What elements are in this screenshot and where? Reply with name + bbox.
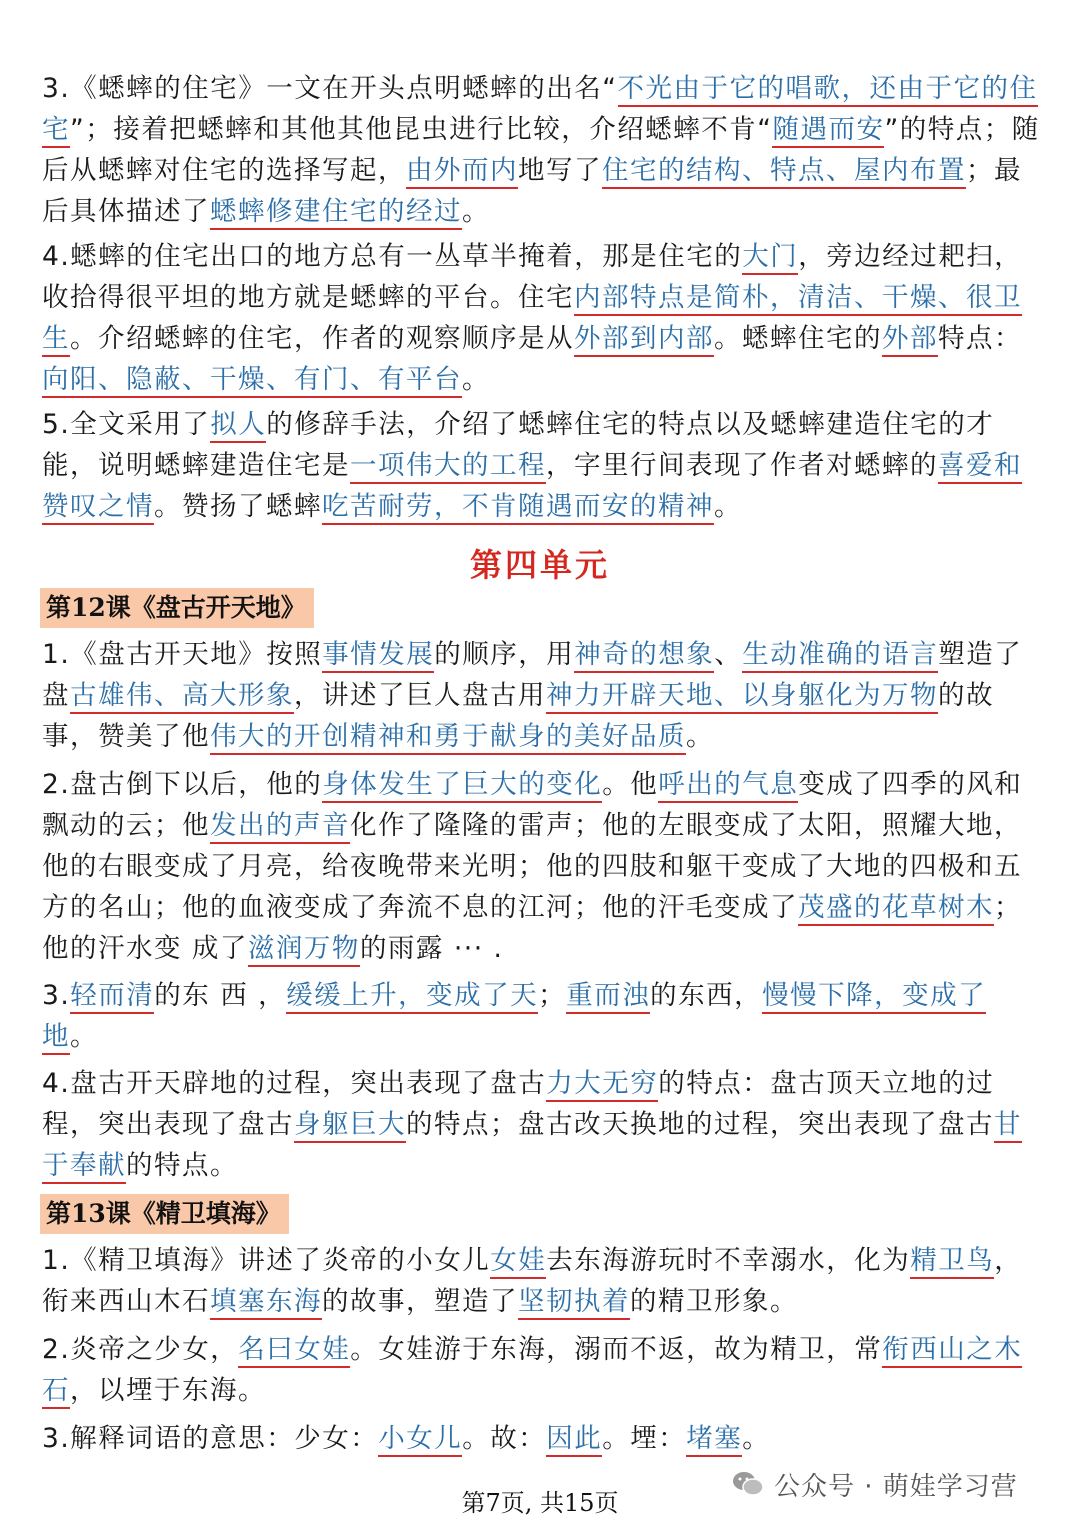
text-run: 特点： [938, 323, 1022, 354]
text-run: 。他 [602, 769, 659, 800]
text-run: 4.盘古开天辟地的过程，突出表现了盘古 [42, 1068, 547, 1099]
keyword-highlight: 不光由于它的唱歌，还由于它的住宅 [42, 73, 1038, 148]
keyword-highlight: 慢慢下降，变成了地 [42, 980, 986, 1055]
text-run: 。 [70, 1021, 98, 1052]
text-run: 。赞扬了蟋蟀 [154, 491, 322, 522]
keyword-highlight: 大门 [742, 241, 798, 275]
text-run: ，讲述了巨人盘古用 [294, 680, 546, 711]
text-run: 4.蟋蟀的住宅出口的地方总有一丛草半掩着，那是住宅的 [42, 241, 743, 272]
text-run: 。 [714, 491, 742, 522]
keyword-highlight: 填塞东海 [210, 1286, 322, 1320]
keyword-highlight: 呼出的气息 [658, 769, 798, 803]
paragraph [42, 68, 1042, 232]
keyword-highlight: 由外而内 [406, 155, 518, 189]
keyword-highlight: 拟人 [210, 409, 266, 443]
text-run: 的故事，赞美了他 [42, 680, 994, 752]
paragraph [42, 634, 1042, 757]
text-run: ，衔来西山木石 [42, 1245, 1023, 1317]
text-run: 3. [42, 980, 71, 1011]
keyword-highlight: 随遇而安 [772, 114, 884, 148]
keyword-highlight: 外部到内部 [574, 323, 714, 357]
text-run: 。 [742, 1423, 771, 1454]
keyword-highlight: 坚韧执着 [518, 1286, 630, 1320]
text-run: ，旁边经过耙扫，收拾得很平坦的地方就是蟋蟀的平台。住宅 [42, 241, 1023, 313]
page-footer: 第7页, 共15页 [461, 1489, 619, 1517]
text-run: 3.解释词语的意思：少女： [42, 1423, 379, 1454]
text-run: 的雨露 ··· . [359, 933, 504, 964]
keyword-highlight: 喜爱和赞叹之情 [42, 450, 1022, 525]
keyword-highlight: 神奇的想象 [574, 639, 714, 673]
text-run: 的特点；盘古改天换地的过程，突出表现了盘古 [406, 1109, 994, 1140]
keyword-highlight: 缓缓上升，变成了天 [286, 980, 538, 1014]
keyword-highlight: 向阳、隐蔽、干燥、有门、有平台 [42, 364, 462, 398]
text-run: 的精卫形象。 [630, 1286, 798, 1317]
text-run: 去东海游玩时不幸溺水，化为 [546, 1245, 911, 1276]
text-run: 化作了隆隆的雷声；他的左眼变成了太阳，照耀大地，他的右眼变成了月亮，给夜晚带来光明；他的四肢和躯干变成了大地的四极和五方的名山；他的血液变成了奔流不息的江河；他的汗毛变成了 [42, 810, 1022, 923]
paragraph [42, 975, 1042, 1057]
keyword-highlight: 外部 [882, 323, 938, 357]
paragraph [42, 1240, 1042, 1322]
keyword-highlight: 小女儿 [378, 1423, 462, 1457]
paragraph [42, 1329, 1042, 1411]
keyword-highlight: 名曰女娃 [238, 1334, 350, 1368]
text-run: 。介绍蟋蟀的住宅，作者的观察顺序是从 [70, 323, 574, 354]
text-run: 。 [462, 196, 490, 227]
keyword-highlight: 一项伟大的工程 [350, 450, 546, 484]
text-run: 2.炎帝之少女， [42, 1334, 239, 1365]
keyword-highlight: 衔西山之木石 [42, 1334, 1022, 1409]
keyword-highlight: 重而浊 [566, 980, 650, 1014]
text-run: 塑造了盘 [42, 639, 1023, 711]
keyword-highlight: 生动准确的语言 [742, 639, 938, 673]
text-run: 1.《盘古开天地》按照 [42, 639, 323, 670]
keyword-highlight: 神力开辟天地、以身躯化为万物 [546, 680, 938, 714]
text-run: 。故： [462, 1423, 547, 1454]
text-run: 5.全文采用了 [42, 409, 211, 440]
text-run: 。女娃游于东海，溺而不返，故为精卫，常 [350, 1334, 883, 1365]
keyword-highlight: 堵塞 [686, 1423, 742, 1457]
text-run: 3.《蟋蟀的住宅》一文在开头点明蟋蟀的出名“ [42, 73, 618, 104]
paragraph [42, 404, 1042, 527]
keyword-highlight: 轻而清 [70, 980, 154, 1014]
lesson-12-title: 第12课《盘古开天地》 [40, 588, 314, 628]
keyword-highlight: 吃苦耐劳，不肯随遇而安的精神 [322, 491, 714, 525]
paragraph [42, 1063, 1042, 1186]
paragraph [42, 236, 1042, 400]
keyword-highlight: 伟大的开创精神和勇于献身的美好品质 [210, 721, 686, 755]
keyword-highlight: 蟋蟀修建住宅的经过 [210, 196, 462, 230]
text-run: ； [538, 980, 567, 1011]
text-run: ”的特点；随后从蟋蟀对住宅的选择写起， [42, 114, 1040, 186]
paragraph [42, 764, 1042, 969]
text-run: 的东 西 ， [154, 980, 287, 1011]
text-run: 的修辞手法，介绍了蟋蟀住宅的特点以及蟋蟀建造住宅的才能，说明蟋蟀建造住宅是 [42, 409, 995, 481]
unit-title: 第四单元 [469, 546, 610, 584]
keyword-highlight: 精卫鸟 [910, 1245, 994, 1279]
text-run: 的东西， [650, 980, 763, 1011]
keyword-highlight: 力大无穷 [546, 1068, 658, 1102]
keyword-highlight: 古雄伟、高大形象 [70, 680, 294, 714]
keyword-highlight: 身躯巨大 [294, 1109, 406, 1143]
keyword-highlight: 茂盛的花草树木 [798, 892, 994, 926]
keyword-highlight: 内部特点是简朴，清洁、干燥、很卫生 [42, 282, 1022, 357]
keyword-highlight: 因此 [546, 1423, 602, 1457]
text-run: 。蟋蟀住宅的 [714, 323, 882, 354]
paragraph [42, 1418, 1042, 1459]
text-run: ；他的汗水变 成了 [42, 892, 1022, 964]
keyword-highlight: 身体发生了巨大的变化 [322, 769, 602, 803]
text-run: 。堙： [602, 1423, 687, 1454]
text-run: 的顺序，用 [434, 639, 575, 670]
text-run: 的故事，塑造了 [322, 1286, 518, 1317]
lesson-13-title: 第13课《精卫填海》 [40, 1194, 289, 1234]
text-run: 变成了四季的风和飘动的云；他 [42, 769, 1023, 841]
text-run: ”；接着把蟋蟀和其他其他昆虫进行比较，介绍蟋蟀不肯“ [70, 114, 773, 145]
text-run: 。 [686, 721, 714, 752]
text-run: 1.《精卫填海》讲述了炎帝的小女儿 [42, 1245, 491, 1276]
text-run: ，字里行间表现了作者对蟋蟀的 [546, 450, 938, 481]
text-run: 2.盘古倒下以后，他的 [42, 769, 323, 800]
keyword-highlight: 滋润万物 [248, 933, 360, 967]
text-run: ，以堙于东海。 [70, 1375, 266, 1406]
text-run: 。 [462, 364, 490, 395]
keyword-highlight: 甘于奉献 [42, 1109, 1022, 1184]
text-run: 地写了 [518, 155, 602, 186]
keyword-highlight: 事情发展 [322, 639, 434, 673]
text-run: ；最后具体描述了 [42, 155, 1022, 227]
keyword-highlight: 住宅的结构、特点、屋内布置 [602, 155, 966, 189]
watermark-text: 公众号 · 萌娃学习营 [774, 1471, 1018, 1502]
text-run: 、 [714, 639, 743, 670]
keyword-highlight: 女娃 [490, 1245, 546, 1279]
keyword-highlight: 发出的声音 [210, 810, 350, 844]
text-run: 的特点。 [126, 1150, 238, 1181]
text-run: 的特点：盘古顶天立地的过程，突出表现了盘古 [42, 1068, 995, 1140]
